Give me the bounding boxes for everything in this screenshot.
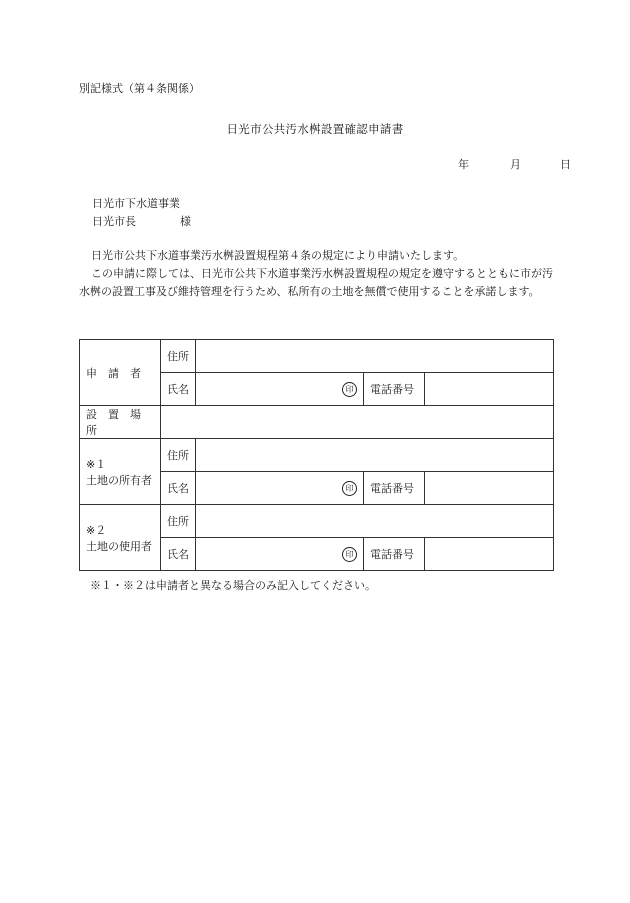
user-phone-field[interactable] — [425, 538, 554, 571]
applicant-phone-label: 電話番号 — [364, 373, 425, 406]
seal-mark: 印 — [342, 382, 357, 397]
user-name-label: 氏名 — [161, 538, 196, 571]
owner-phone-field[interactable] — [425, 472, 554, 505]
applicant-address-label: 住所 — [161, 340, 196, 373]
form-label: 別記様式（第４条関係） — [79, 82, 200, 95]
addressee-title: 日光市長 — [92, 215, 136, 228]
date-line — [458, 156, 571, 172]
applicant-label: 申 請 者 — [86, 366, 141, 380]
paragraph-consent: この申請に際しては、日光市公共下水道事業汚水桝設置規程の規定を遵守するとともに市が汚水桝の設置工事及び維持管理を行うため、私所有の土地を無償で使用することを承諾します。 — [79, 267, 553, 298]
footnote: ※１・※２は申請者と異なる場合のみ記入してください。 — [90, 579, 376, 592]
applicant-name-label: 氏名 — [161, 373, 196, 406]
applicant-phone-field[interactable] — [425, 373, 554, 406]
location-field[interactable] — [161, 406, 554, 439]
owner-address-row — [80, 439, 554, 472]
owner-label-cell — [80, 439, 161, 505]
user-address-field[interactable] — [196, 505, 554, 538]
applicant-address-field[interactable] — [196, 340, 554, 373]
application-form-table — [79, 339, 554, 571]
location-label: 設 置 場 所 — [80, 406, 161, 439]
addressee-honorific: 様 — [180, 215, 191, 228]
date-day: 日 — [560, 158, 571, 171]
owner-name-field[interactable] — [196, 472, 364, 505]
owner-mark: ※１ — [86, 457, 107, 471]
applicant-label-cell — [80, 340, 161, 406]
applicant-name-field[interactable] — [196, 373, 364, 406]
date-month: 月 — [510, 158, 521, 171]
owner-name-label: 氏名 — [161, 472, 196, 505]
owner-label: 土地の所有者 — [86, 473, 152, 487]
user-address-row — [80, 505, 554, 538]
addressee-mayor — [92, 213, 191, 229]
date-year: 年 — [458, 158, 469, 171]
user-phone-label: 電話番号 — [364, 538, 425, 571]
document-title: 日光市公共汚水桝設置確認申請書 — [226, 122, 404, 136]
paragraph-application: 日光市公共下水道事業汚水桝設置規程第４条の規定により申請いたします。 — [91, 249, 465, 262]
owner-address-label: 住所 — [161, 439, 196, 472]
user-label-cell — [80, 505, 161, 571]
owner-phone-label: 電話番号 — [364, 472, 425, 505]
location-row — [80, 406, 554, 439]
addressee-organization: 日光市下水道事業 — [92, 197, 180, 210]
user-address-label: 住所 — [161, 505, 196, 538]
applicant-address-row — [80, 340, 554, 373]
user-label: 土地の使用者 — [86, 539, 152, 553]
user-name-field[interactable] — [196, 538, 364, 571]
owner-address-field[interactable] — [196, 439, 554, 472]
seal-mark: 印 — [342, 481, 357, 496]
seal-mark: 印 — [342, 547, 357, 562]
user-mark: ※２ — [86, 523, 107, 537]
